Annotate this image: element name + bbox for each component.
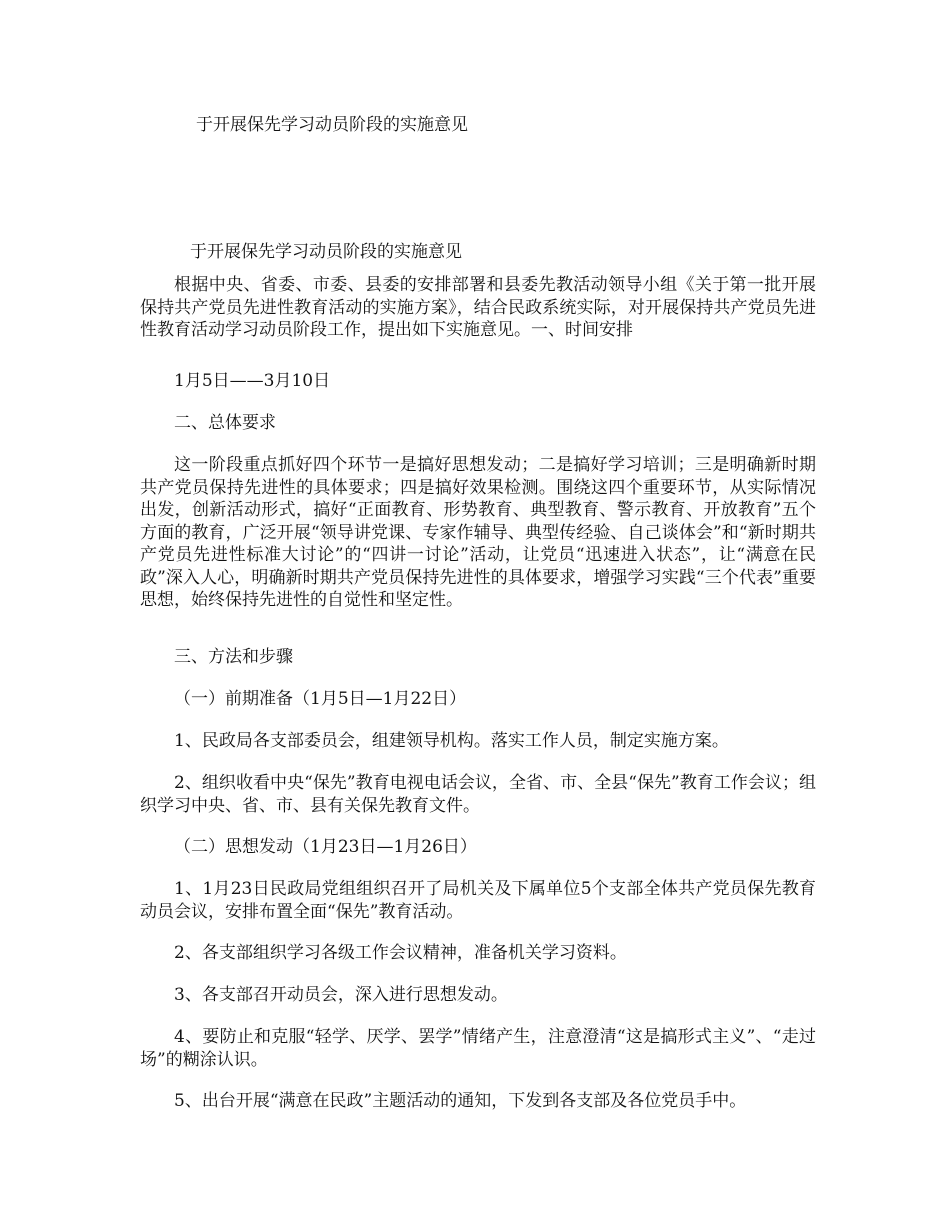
header-title: 于开展保先学习动员阶段的实施意见 xyxy=(196,115,468,135)
section-heading-methods: 三、方法和步骤 xyxy=(174,647,293,667)
list-item: 1、1月23日民政局党组组织召开了局机关及下属单位5个支部全体共产党员保先教育动员会议，安排布置全面“保先”教育活动。 xyxy=(140,879,816,922)
requirements-paragraph: 这一阶段重点抓好四个环节一是搞好思想发动；二是搞好学习培训；三是明确新时期共产党员保持先进性的具体要求；四是搞好效果检测。围绕这四个重要环节，从实际情况出发，创新活动形式，搞好“正面教育、形势教育、典型教育、警示教育、开放教育”五个方面的教育，广泛开展“领导讲党课、专家作辅导、典型传经验、自己谈体会”和“新时期共产党员先进性标准大讨论”的“四讲一讨论”活动，让党员“迅速进入状态”，让“满意在民政”深入人心，明确新时期共产党员保持先进性的具体要求，增强学习实践“三个代表”重要思想，始终保持先进性的自觉性和坚定性。 xyxy=(140,455,816,610)
list-item: 4、要防止和克服“轻学、厌学、罢学”情绪产生，注意澄清“这是搞形式主义”、“走过场”的糊涂认识。 xyxy=(140,1027,816,1070)
subsection-heading-mobilization: （二）思想发动（1月23日—1月26日） xyxy=(174,837,477,857)
document-title: 于开展保先学习动员阶段的实施意见 xyxy=(190,242,462,262)
list-item: 1、民政局各支部委员会，组建领导机构。落实工作人员，制定实施方案。 xyxy=(174,731,729,751)
time-range: 1月5日——3月10日 xyxy=(174,371,331,391)
list-item: 3、各支部召开动员会，深入进行思想发动。 xyxy=(174,985,508,1005)
section-heading-requirements: 二、总体要求 xyxy=(174,413,276,433)
subsection-heading-preparation: （一）前期准备（1月5日—1月22日） xyxy=(174,689,467,709)
intro-paragraph: 根据中央、省委、市委、县委的安排部署和县委先教活动领导小组《关于第一批开展保持共产党员先进性教育活动的实施方案》，结合民政系统实际，对开展保持共产党员先进性教育活动学习动员阶段工作，提出如下实施意见。一、时间安排 xyxy=(140,275,816,340)
list-item: 2、各支部组织学习各级工作会议精神，准备机关学习资料。 xyxy=(174,943,627,963)
list-item: 5、出台开展“满意在民政”主题活动的通知，下发到各支部及各位党员手中。 xyxy=(174,1091,747,1111)
list-item: 2、组织收看中央“保先”教育电视电话会议，全省、市、全县“保先”教育工作会议；组织学习中央、省、市、县有关保先教育文件。 xyxy=(140,773,816,816)
